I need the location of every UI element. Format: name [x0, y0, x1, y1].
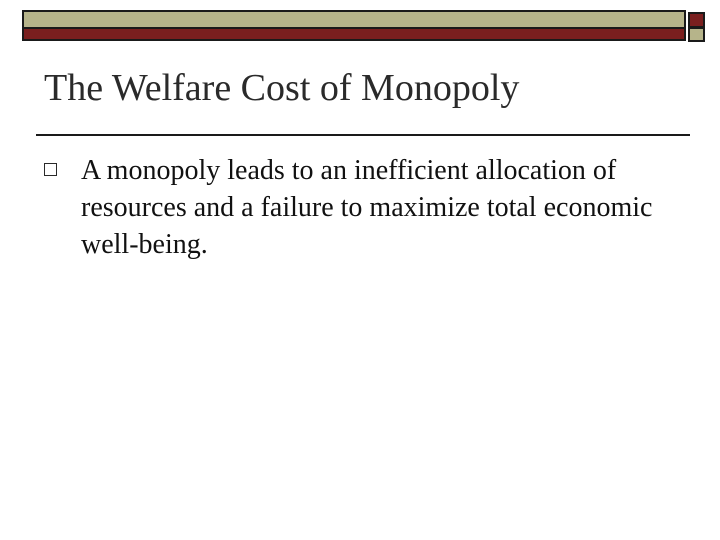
slide-title: The Welfare Cost of Monopoly	[44, 67, 520, 109]
bullet-text: A monopoly leads to an inefficient allocation of resources and a failure to maximize total economic well-being.	[81, 155, 653, 260]
hollow-square-bullet-icon	[44, 163, 57, 176]
corner-square-top	[688, 12, 705, 28]
header-band-top	[22, 10, 686, 29]
corner-square-bottom	[688, 27, 705, 42]
title-divider	[36, 134, 690, 136]
header-band-bottom	[22, 29, 686, 41]
